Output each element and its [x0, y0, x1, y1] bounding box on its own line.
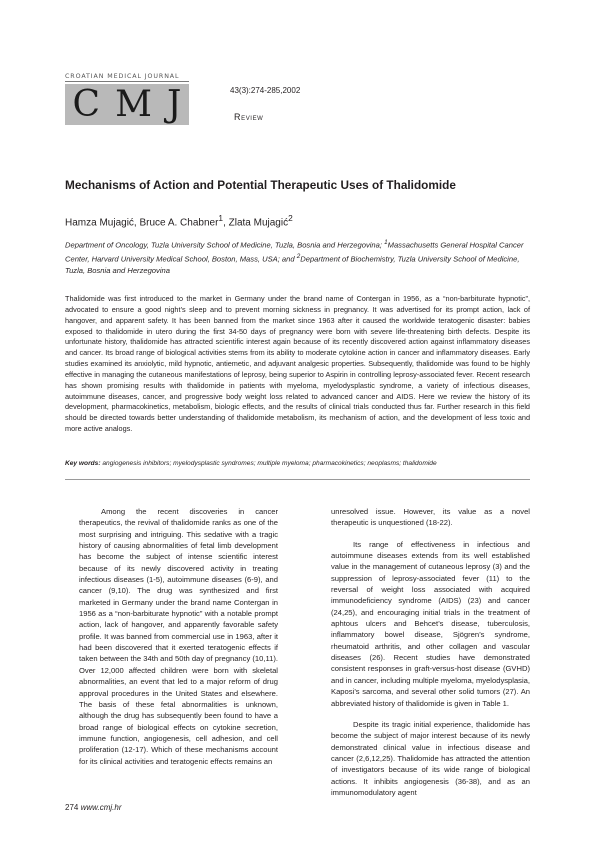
journal-logo-letters — [65, 82, 189, 126]
page-number: 274 — [65, 803, 79, 812]
body-column-left — [79, 506, 278, 767]
author-name: Hamza Mujagić — [65, 217, 134, 229]
page-footer — [65, 803, 121, 812]
keywords-list: angiogenesis inhibitors; myelodysplastic syndromes; multiple myeloma; pharmacokinetics; neoplasms; thalidomide — [102, 460, 437, 467]
section-divider — [65, 479, 530, 480]
affiliation-text: Department of Oncology, Tuzla University School of Medicine, Tuzla, Bosnia and Herzegovina; — [65, 240, 385, 250]
abstract — [65, 294, 530, 435]
affiliation-text: Department of Biochemistry, Tuzla University School of Medicine, Tuzla, Bosnia and Herzegovina — [65, 254, 520, 275]
affiliation-text: Massachusetts General Hospital Cancer Center, Harvard University Medical School, Boston, Mass, USA; and — [65, 240, 524, 264]
author-name: Zlata Mujagić — [228, 217, 289, 229]
citation: 43(3):274-285,2002 — [230, 86, 301, 95]
journal-url: www.cmj.hr — [80, 803, 122, 812]
author-list — [65, 213, 293, 228]
affiliations — [65, 237, 530, 276]
author-affiliation-mark: 1 — [218, 213, 224, 223]
affiliation-mark: 2 — [296, 252, 301, 260]
abstract-text: Thalidomide was first introduced to the market in Germany under the brand name of Contergan in 1956, as a “non-barbiturate hypnotic”, advocated to ensure a good night’s sleep and to prevent morning sickness in pregnancy. It was advertised for its prompt action, lack of hangover, and apparent safety. It has been banned from the market since 1963 after it caused the worldwide teratogenic disaster: babies exposed to thalidomide in utero during the first 34-50 days of pregnancy were born with severe life-threatening birth defects. Despite its unfortunate history, thalidomide has attracted scientific interest again because of its recently discovered action against inflammatory diseases and cancer. Its broad range of biological activities stems from its ability to moderate cytokine action in cancer and inflammatory diseases. Early studies examined its anxiolytic, mild hypnotic, antiemetic, and adjuvant analgesic properties. Subsequently, thalidomide was found to be highly effective in managing the cutaneous manifestations of leprosy, being superior to Aspirin in controlling leprosy-associated fever. Recent research has shown promising results with thalidomide in patients with myeloma, myelodysplastic syndrome, a variety of infectious diseases, autoimmune diseases, cancer, and progressive body weight loss related to advanced cancer and AIDS. Here we review the history of its development, pharmacokinetics, metabolism, biologic effects, and the results of clinical trials conducted thus far. Further research in this field should be directed towards better understanding of thalidomide metabolism, its mechanism of action, and the development of less toxic and more active analogs. — [65, 294, 530, 434]
journal-name: CROATIAN MEDICAL JOURNAL — [65, 73, 180, 80]
body-paragraph: Among the recent discoveries in cancer therapeutics, the revival of thalidomide ranks as one of the most surprising and intriguing. This sedative with a tragic history of causing abnormalities of fetal limb development has become the subject of intense scientific interest because of its newly discovered activity in treating infectious diseases (1-5), autoimmune diseases (6-9), and cancer (9,10). The drug was synthesized and first marketed in Germany under the brand name Contergan in 1956 as a “non-barbiturate hypnotic” with a notable prompt action, lack of hangover, and apparently favorable safety profile. It was banned from commercial use in 1963, after it had been discovered that it exerted teratogenic effects if taken between the 34th and 50th day of pregnancy (10,11). Over 12,000 affected children were born with skeletal abnormalities, an event that led to a major reform of drug approval procedures in the United States and elsewhere. The basis of these fetal abnormalities is unknown, although the drug has subsequently been found to have a broad range of biological effects on cytokine secretion, immune function, angiogenesis, cell adhesion, and cell proliferation (12-17). Which of these mechanisms account for its clinical activities and teratogenic effects remains an — [79, 507, 278, 766]
affiliation-mark: 1 — [384, 239, 388, 246]
author-affiliation-mark: 2 — [288, 213, 293, 223]
logo-letter-j: J — [167, 83, 182, 125]
body-column-right — [331, 506, 530, 798]
body-paragraph: unresolved issue. However, its value as a novel therapeutic is unquestioned (18-22). — [331, 507, 530, 528]
keywords-label: Key words: — [65, 460, 101, 467]
section-label: Review — [234, 112, 264, 122]
author-separator: , — [133, 217, 140, 229]
keywords — [65, 460, 535, 467]
author-name: Bruce A. Chabner — [139, 217, 219, 229]
logo-letter-c: C — [72, 83, 101, 125]
body-paragraph: Its range of effectiveness in infectious and autoimmune diseases extends from its well established value in the management of cutaneous leprosy (3) and the suppression of leprosy-associated fever (11) to the reversal of weight loss associated with acquired immunodeficiency syndrome (AIDS) (23) and cancer (24,25), and encouraging initial trials in the treatment of aphtous ulcers and Behcet’s disease, tuberculosis, inflammatory bowel disease, Sjögren’s syndrome, rheumatoid arthritis, and other collagen and vascular diseases (26). Recent studies have demonstrated consistent responses in graft-versus-host disease (GVHD) and in cancer, including multiple myeloma, myelodysplasia, Kaposi’s sarcoma, and several other solid tumors (27). An abbreviated history of thalidomide is given in Table 1. — [331, 539, 530, 708]
logo-letter-m: M — [115, 83, 152, 125]
body-paragraph: Despite its tragic initial experience, thalidomide has become the subject of major interest because of its newly demonstrated clinical value in infectious disease and cancer (2,6,12,25). Thalidomide has attracted the attention of investigators because of its wide range of biological actions. It inhibits angiogenesis (36-38), and as an immunomodulatory agent — [331, 719, 530, 797]
article-title: Mechanisms of Action and Potential Therapeutic Uses of Thalidomide — [65, 178, 456, 192]
author-separator: , — [223, 217, 229, 229]
